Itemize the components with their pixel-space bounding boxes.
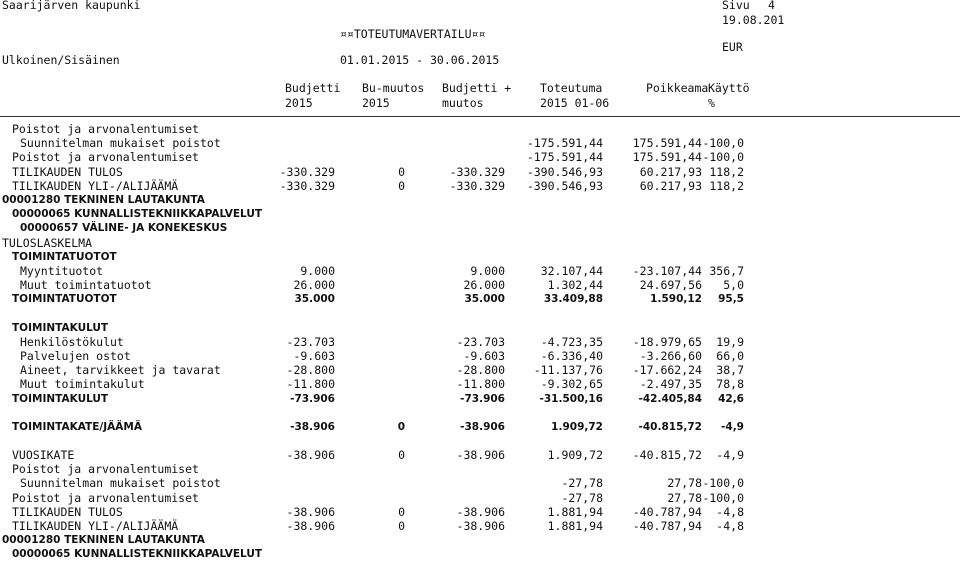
col-budget-year: 2015 <box>285 96 313 110</box>
cell-c5: 60.217,93 <box>639 178 702 193</box>
table-row <box>0 392 960 406</box>
table-row <box>0 420 960 434</box>
page-label: Sivu <box>722 0 750 12</box>
cell-c2: 0 <box>398 164 405 179</box>
cell-c4: -4.723,35 <box>540 334 603 349</box>
table-row <box>0 533 960 547</box>
table-row <box>0 292 960 306</box>
cell-c3: -28.800 <box>456 363 505 378</box>
col-budget-change-year: 2015 <box>362 96 390 110</box>
cell-c4: -27,78 <box>561 490 603 505</box>
cell-c1: -9.603 <box>293 349 335 363</box>
row-label: Henkilöstökulut <box>20 334 124 349</box>
cell-c6: -100,0 <box>702 476 744 491</box>
report-date: 19.08.201 <box>722 13 785 27</box>
row-label: TILIKAUDEN TULOS <box>12 504 123 519</box>
cell-c4: -6.336,40 <box>540 349 603 363</box>
cell-c5: 27,78 <box>667 476 702 491</box>
col-usage-header: Käyttö <box>708 81 750 95</box>
col-actual-header: Toteutuma <box>540 81 603 95</box>
row-label: 00000657 VÄLINE- JA KONEKESKUS <box>20 222 228 235</box>
row-label: Poistot ja arvonalentumiset <box>12 490 199 505</box>
cell-c1: -38.906 <box>290 420 335 433</box>
organization-name: Saarijärven kaupunki <box>2 0 141 12</box>
cell-c6: 95,5 <box>718 293 744 306</box>
cell-c1: -23.703 <box>286 334 335 349</box>
table-row <box>0 278 960 292</box>
row-label: TOIMINTATUOTOT <box>12 293 117 306</box>
cell-c6: 78,8 <box>716 377 744 392</box>
cell-c4: 1.909,72 <box>547 448 603 462</box>
table-row <box>0 150 960 164</box>
cell-c3: -38.906 <box>456 519 505 533</box>
report-title: ¤¤TOTEUTUMAVERTAILU¤¤ <box>340 27 486 41</box>
table-row <box>0 476 960 490</box>
cell-c1: -38.906 <box>286 504 335 519</box>
cell-c5: -17.662,24 <box>632 363 702 378</box>
table-row <box>0 264 960 278</box>
cell-c6: 19,9 <box>716 334 744 349</box>
cell-c1: 26.000 <box>293 278 335 293</box>
cell-c3: 9.000 <box>470 264 505 278</box>
row-label: Aineet, tarvikkeet ja tavarat <box>20 363 221 378</box>
scope: Ulkoinen/Sisäinen <box>2 53 120 67</box>
row-label: TILIKAUDEN YLI-/ALIJÄÄMÄ <box>12 519 179 533</box>
row-label: Suunnitelman mukaiset poistot <box>20 136 221 151</box>
table-row <box>0 122 960 136</box>
row-label: VUOSIKATE <box>12 448 75 462</box>
cell-c6: -100,0 <box>702 490 744 505</box>
cell-c4: -175.591,44 <box>526 150 603 165</box>
table-row <box>0 349 960 363</box>
row-label: TULOSLASKELMA <box>2 235 93 250</box>
table-row <box>0 462 960 476</box>
cell-c4: 1.881,94 <box>547 519 603 533</box>
row-label: TOIMINTAKATE/JÄÄMÄ <box>12 420 142 433</box>
cell-c1: 35.000 <box>294 293 335 306</box>
table-row <box>0 207 960 221</box>
cell-c3: -38.906 <box>456 448 505 462</box>
table-row <box>0 221 960 235</box>
row-label: Muut toimintakulut <box>20 377 145 392</box>
row-label: 00001280 TEKNINEN LAUTAKUNTA <box>2 534 205 547</box>
cell-c6: -4,8 <box>716 504 744 519</box>
cell-c3: -38.906 <box>456 504 505 519</box>
table-row <box>0 250 960 264</box>
row-label: TILIKAUDEN TULOS <box>12 164 123 179</box>
row-label: Myyntituotot <box>20 264 104 278</box>
col-budget-header: Budjetti <box>285 81 341 95</box>
cell-c5: 24.697,56 <box>639 278 702 293</box>
cell-c5: -40.815,72 <box>638 420 702 433</box>
table-row <box>0 136 960 150</box>
table-row <box>0 165 960 179</box>
cell-c2: 0 <box>398 519 405 533</box>
row-label: Palvelujen ostot <box>20 349 131 363</box>
cell-c3: -330.329 <box>449 164 505 179</box>
cell-c2: 0 <box>397 420 405 433</box>
cell-c4: -27,78 <box>561 476 603 491</box>
cell-c4: 1.302,44 <box>547 278 603 293</box>
cell-c4: 33.409,88 <box>543 293 603 306</box>
row-label: 00001280 TEKNINEN LAUTAKUNTA <box>2 194 205 206</box>
row-label: Poistot ja arvonalentumiset <box>12 122 199 136</box>
table-row <box>0 321 960 335</box>
cell-c5: -3.266,60 <box>639 349 702 363</box>
cell-c6: 118,2 <box>709 178 744 193</box>
cell-c6: -100,0 <box>702 150 744 165</box>
col-budget-total-header: Budjetti + <box>442 81 512 95</box>
cell-c4: -11.137,76 <box>533 363 603 378</box>
cell-c4: -390.546,93 <box>526 178 603 193</box>
cell-c3: -330.329 <box>449 178 505 193</box>
cell-c3: -73.906 <box>460 392 505 405</box>
col-usage-percent: % <box>708 96 715 110</box>
cell-c5: -42.405,84 <box>638 392 702 405</box>
row-label: TOIMINTAKULUT <box>12 392 109 405</box>
table-row <box>0 179 960 193</box>
col-deviation-header: Poikkeama <box>646 81 709 95</box>
cell-c3: -23.703 <box>456 334 505 349</box>
col-actual-period: 2015 01-06 <box>540 96 610 110</box>
cell-c5: -40.815,72 <box>632 448 702 462</box>
table-row <box>0 363 960 377</box>
table-row <box>0 377 960 391</box>
page-number: 4 <box>768 0 775 12</box>
cell-c4: -9.302,65 <box>540 377 603 392</box>
report-period: 01.01.2015 - 30.06.2015 <box>340 53 500 67</box>
row-label: TILIKAUDEN YLI-/ALIJÄÄMÄ <box>12 178 179 193</box>
cell-c4: -390.546,93 <box>526 164 603 179</box>
cell-c5: -2.497,35 <box>639 377 702 392</box>
cell-c3: 26.000 <box>463 278 505 293</box>
cell-c5: 27,78 <box>667 490 702 505</box>
cell-c6: -100,0 <box>702 136 744 151</box>
cell-c3: -9.603 <box>463 349 505 363</box>
cell-c6: -4,9 <box>716 448 744 462</box>
table-row <box>0 448 960 462</box>
row-label: Poistot ja arvonalentumiset <box>12 462 199 477</box>
cell-c4: -175.591,44 <box>526 136 603 151</box>
cell-c3: -38.906 <box>460 420 505 433</box>
cell-c2: 0 <box>398 504 405 519</box>
cell-c1: -28.800 <box>286 363 335 378</box>
cell-c5: 175.591,44 <box>632 150 702 165</box>
row-label: Suunnitelman mukaiset poistot <box>20 476 221 491</box>
cell-c5: -40.787,94 <box>632 504 702 519</box>
cell-c6: 356,7 <box>709 264 744 278</box>
cell-c2: 0 <box>398 448 405 462</box>
cell-c6: 42,6 <box>718 392 744 405</box>
row-label: Muut toimintatuotot <box>20 278 152 293</box>
table-row <box>0 491 960 505</box>
table-row <box>0 193 960 207</box>
table-row <box>0 519 960 533</box>
cell-c3: 35.000 <box>464 293 505 306</box>
cell-c6: 66,0 <box>716 349 744 363</box>
cell-c1: -38.906 <box>286 519 335 533</box>
table-row <box>0 335 960 349</box>
cell-c4: 32.107,44 <box>540 264 603 278</box>
cell-c4: -31.500,16 <box>539 392 603 405</box>
cell-c3: -11.800 <box>456 377 505 392</box>
cell-c6: 38,7 <box>716 363 744 378</box>
table-row <box>0 547 960 561</box>
cell-c6: -4,9 <box>721 420 744 433</box>
table-row <box>0 505 960 519</box>
cell-c1: -330.329 <box>279 164 335 179</box>
cell-c4: 1.881,94 <box>547 504 603 519</box>
row-label: 00000065 KUNNALLISTEKNIIKKAPALVELUT <box>12 548 263 561</box>
cell-c1: 9.000 <box>300 264 335 278</box>
cell-c5: 1.590,12 <box>650 293 702 306</box>
row-label: Poistot ja arvonalentumiset <box>12 150 199 165</box>
cell-c1: -11.800 <box>286 377 335 392</box>
cell-c5: -23.107,44 <box>632 264 702 278</box>
cell-c1: -330.329 <box>279 178 335 193</box>
row-label: TOIMINTAKULUT <box>12 321 109 334</box>
row-label: 00000065 KUNNALLISTEKNIIKKAPALVELUT <box>12 208 263 221</box>
cell-c6: 5,0 <box>723 278 744 293</box>
col-budget-total-sub: muutos <box>442 96 484 110</box>
cell-c1: -73.906 <box>290 392 335 405</box>
cell-c4: 1.909,72 <box>551 420 603 433</box>
header-divider <box>0 116 960 117</box>
cell-c2: 0 <box>398 178 405 193</box>
cell-c1: -38.906 <box>286 448 335 462</box>
currency: EUR <box>722 40 743 54</box>
cell-c5: 175.591,44 <box>632 136 702 151</box>
table-row <box>0 236 960 250</box>
col-budget-change-header: Bu-muutos <box>362 81 425 95</box>
cell-c5: -40.787,94 <box>632 519 702 533</box>
cell-c6: 118,2 <box>709 164 744 179</box>
cell-c5: 60.217,93 <box>639 164 702 179</box>
row-label: TOIMINTATUOTOT <box>12 250 117 263</box>
cell-c6: -4,8 <box>716 519 744 533</box>
cell-c5: -18.979,65 <box>632 334 702 349</box>
